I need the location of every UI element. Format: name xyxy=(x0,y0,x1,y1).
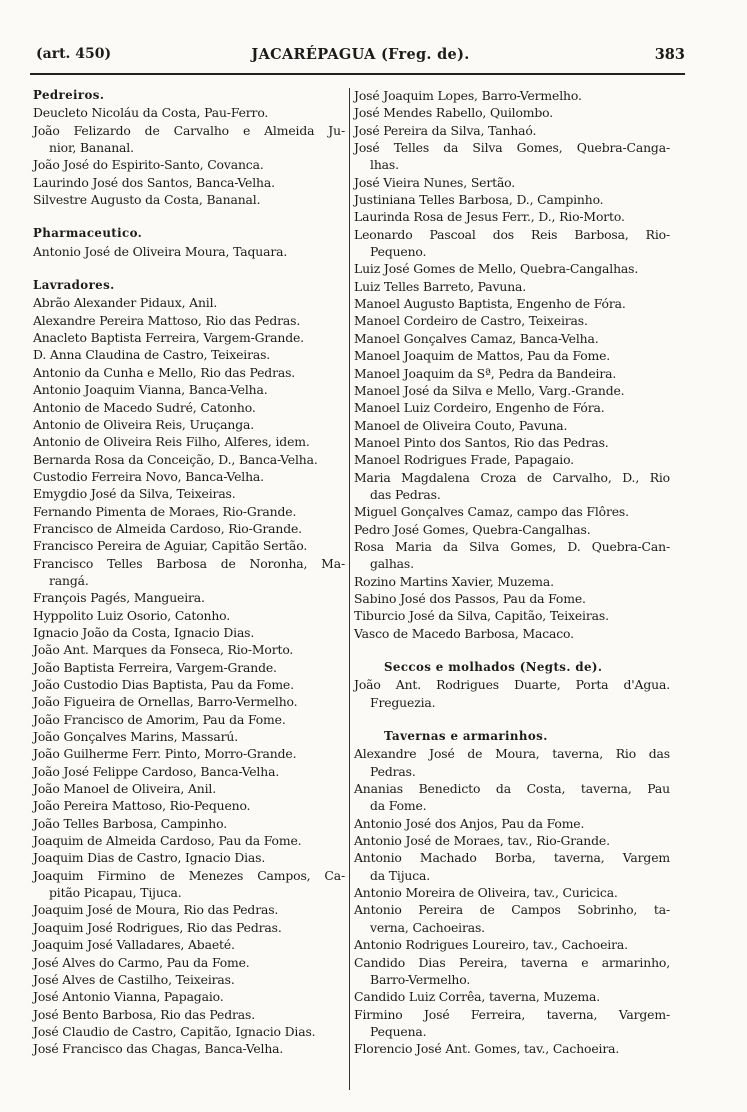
section-spacer xyxy=(354,642,670,659)
section-heading: Pedreiros. xyxy=(33,88,105,102)
entry-line: Manoel Joaquim da Sª, Pedra da Bandeira. xyxy=(354,365,617,381)
entry-line: João Francisco de Amorim, Pau da Fome. xyxy=(33,711,286,727)
entry-line: Manoel Cordeiro de Castro, Teixeiras. xyxy=(354,313,588,329)
entry-line: Manoel Augusto Baptista, Engenho de Fóra. xyxy=(354,296,626,312)
entry-line: Antonio José dos Anjos, Pau da Fome. xyxy=(354,815,585,831)
entry-line: Ananias Benedicto da Costa, taverna, Pau xyxy=(354,781,670,797)
entry-line: Joaquim Dias de Castro, Ignacio Dias. xyxy=(33,850,266,866)
entry-line: Francisco Pereira de Aguiar, Capitão Sertão. xyxy=(33,538,308,554)
entry-line: Laurinda Rosa de Jesus Ferr., D., Rio-Morto. xyxy=(354,209,625,225)
entry-line: João Ant. Rodrigues Duarte, Porta d'Agua. xyxy=(354,677,670,693)
entry-line: Antonio de Macedo Sudré, Catonho. xyxy=(33,399,256,415)
entry-line: João Custodio Dias Baptista, Pau da Fome. xyxy=(33,677,294,692)
entry-line: Manoel Joaquim de Mattos, Pau da Fome. xyxy=(354,348,611,364)
entry-line: Manoel José da Silva e Mello, Varg.-Grande. xyxy=(354,382,625,398)
entry-line: Vasco de Macedo Barbosa, Macaco. xyxy=(354,625,574,641)
entry-line: Francisco de Almeida Cardoso, Rio-Grande. xyxy=(33,520,302,536)
entry-continuation: verna, Cachoeiras. xyxy=(370,919,485,935)
entry-line: João José do Espirito-Santo, Covanca. xyxy=(33,157,264,173)
entry-line: Rozino Martins Xavier, Muzema. xyxy=(354,573,554,589)
entry-line: Luiz José Gomes de Mello, Quebra-Cangalhas. xyxy=(354,261,639,277)
entry-continuation: galhas. xyxy=(370,556,414,572)
entry-line: José Joaquim Lopes, Barro-Vermelho. xyxy=(354,88,582,103)
entry-line: João Gonçalves Marins, Massarú. xyxy=(33,729,239,745)
entry-line: D. Anna Claudina de Castro, Teixeiras. xyxy=(33,347,271,363)
entry-line: José Vieira Nunes, Sertão. xyxy=(354,174,516,190)
entry-line: José Bento Barbosa, Rio das Pedras. xyxy=(33,1006,255,1022)
page-title: JACARÉPAGUA (Freg. de). xyxy=(251,46,470,63)
entry-line: Fernando Pimenta de Moraes, Rio-Grande. xyxy=(33,503,297,519)
section-spacer xyxy=(33,260,345,277)
entry-line: Joaquim José Rodrigues, Rio das Pedras. xyxy=(33,919,282,935)
page-number: 383 xyxy=(654,46,685,63)
entry-line: Joaquim José de Moura, Rio das Pedras. xyxy=(33,902,279,918)
entry-line: João Guilherme Ferr. Pinto, Morro-Grande. xyxy=(33,746,297,762)
entry-line: Alexandre Pereira Mattoso, Rio das Pedras. xyxy=(33,312,301,328)
entry-line: Manoel Gonçalves Camaz, Banca-Velha. xyxy=(354,330,599,346)
entry-continuation: da Fome. xyxy=(370,798,427,814)
entry-line: Antonio Machado Borba, taverna, Vargem xyxy=(354,850,670,866)
right-column xyxy=(354,87,670,1058)
entry-continuation: Pequeno. xyxy=(370,244,427,260)
entry-line: José Alves de Castilho, Teixeiras. xyxy=(33,971,235,987)
entry-line: Joaquim Firmino de Menezes Campos, Ca- xyxy=(33,867,345,883)
entry-line: Manoel Luiz Cordeiro, Engenho de Fóra. xyxy=(354,400,605,416)
header-rule xyxy=(30,73,685,75)
entry-line: José Telles da Silva Gomes, Quebra-Canga- xyxy=(354,140,670,156)
entry-line: Antonio de Oliveira Reis Filho, Alferes, idem. xyxy=(33,434,310,450)
entry-line: Emygdio José da Silva, Teixeiras. xyxy=(33,486,236,502)
section-heading: Tavernas e armarinhos. xyxy=(384,729,548,744)
entry-line: Luiz Telles Barreto, Pavuna. xyxy=(354,278,527,294)
entry-line: Francisco Telles Barbosa de Noronha, Ma- xyxy=(33,555,345,571)
entry-line: Joaquim José Valladares, Abaeté. xyxy=(33,937,235,953)
entry-line: Antonio José de Oliveira Moura, Taquara. xyxy=(33,243,288,259)
entry-line: João Manoel de Oliveira, Anil. xyxy=(33,781,217,797)
section-heading: Lavradores. xyxy=(33,278,115,293)
entry-line: Sabino José dos Passos, Pau da Fome. xyxy=(354,590,586,606)
entry-continuation: Pequena. xyxy=(370,1023,427,1039)
section-spacer xyxy=(354,711,670,728)
entry-line: Deucleto Nicoláu da Costa, Pau-Ferro. xyxy=(33,105,269,121)
entry-continuation: lhas. xyxy=(370,157,399,173)
entry-continuation: rangá. xyxy=(49,572,89,588)
entry-line: Hyppolito Luiz Osorio, Catonho. xyxy=(33,607,231,623)
entry-line: Manoel Rodrigues Frade, Papagaio. xyxy=(354,452,574,468)
entry-line: João Felizardo de Carvalho e Almeida Ju- xyxy=(33,122,345,138)
page-header xyxy=(36,46,685,68)
section-heading: Pharmaceutico. xyxy=(33,226,143,241)
entry-line: Abrão Alexander Pidaux, Anil. xyxy=(33,295,218,311)
entry-line: Tiburcio José da Silva, Capitão, Teixeiras. xyxy=(354,608,609,624)
entry-line: Bernarda Rosa da Conceição, D., Banca-Velha. xyxy=(33,451,318,467)
entry-continuation: da Tijuca. xyxy=(370,867,431,883)
entry-continuation: Barro-Vermelho. xyxy=(370,971,471,987)
entry-line: Miguel Gonçalves Camaz, campo das Flôres. xyxy=(354,504,629,520)
entry-line: Joaquim de Almeida Cardoso, Pau da Fome. xyxy=(33,833,302,849)
entry-continuation: pitão Picapau, Tijuca. xyxy=(49,885,182,901)
entry-line: Justiniana Telles Barbosa, D., Campinho. xyxy=(354,192,604,208)
entry-line: João José Felippe Cardoso, Banca-Velha. xyxy=(33,763,280,779)
entry-line: Antonio Rodrigues Loureiro, tav., Cachoeira. xyxy=(354,937,628,953)
entry-line: João Baptista Ferreira, Vargem-Grande. xyxy=(33,659,277,675)
left-column xyxy=(33,87,345,1058)
section-spacer xyxy=(33,208,345,225)
entry-line: Florencio José Ant. Gomes, tav., Cachoeira. xyxy=(354,1041,620,1057)
entry-continuation: Freguezia. xyxy=(370,694,436,710)
entry-line: José Francisco das Chagas, Banca-Velha. xyxy=(33,1041,284,1057)
entry-line: José Pereira da Silva, Tanhaó. xyxy=(354,122,537,138)
entry-line: Manoel de Oliveira Couto, Pavuna. xyxy=(354,417,568,433)
entry-line: Pedro José Gomes, Quebra-Cangalhas. xyxy=(354,521,591,537)
entry-line: Candido Luiz Corrêa, taverna, Muzema. xyxy=(354,989,601,1005)
entry-line: Leonardo Pascoal dos Reis Barbosa, Rio- xyxy=(354,226,670,242)
entry-line: Candido Dias Pereira, taverna e armarinho, xyxy=(354,954,670,970)
entry-line: João Figueira de Ornellas, Barro-Vermelho. xyxy=(33,694,298,710)
entry-line: José Alves do Carmo, Pau da Fome. xyxy=(33,954,250,970)
entry-line: Silvestre Augusto da Costa, Bananal. xyxy=(33,192,261,208)
entry-continuation: Pedras. xyxy=(370,763,416,779)
entry-line: Antonio Moreira de Oliveira, tav., Curicica. xyxy=(354,885,618,901)
entry-line: Antonio José de Moraes, tav., Rio-Grande. xyxy=(354,833,610,849)
entry-continuation: das Pedras. xyxy=(370,486,441,502)
entry-line: Custodio Ferreira Novo, Banca-Velha. xyxy=(33,468,264,484)
column-divider xyxy=(349,88,350,1090)
entry-line: Ignacio João da Costa, Ignacio Dias. xyxy=(33,624,255,640)
entry-line: José Claudio de Castro, Capitão, Ignacio Dias. xyxy=(33,1023,316,1039)
entry-line: Antonio da Cunha e Mello, Rio das Pedras. xyxy=(33,364,296,380)
entry-line: João Telles Barbosa, Campinho. xyxy=(33,815,227,831)
entry-line: Maria Magdalena Croza de Carvalho, D., Rio xyxy=(354,469,670,485)
entry-line: Laurindo José dos Santos, Banca-Velha. xyxy=(33,174,275,190)
entry-line: Antonio Pereira de Campos Sobrinho, ta- xyxy=(354,902,670,918)
entry-line: Anacleto Baptista Ferreira, Vargem-Grande. xyxy=(33,330,304,346)
entry-line: François Pagés, Mangueira. xyxy=(33,590,205,606)
entry-line: Manoel Pinto dos Santos, Rio das Pedras. xyxy=(354,434,609,450)
entry-line: Alexandre José de Moura, taverna, Rio das xyxy=(354,746,670,762)
entry-line: José Mendes Rabello, Quilombo. xyxy=(354,105,554,121)
entry-line: José Antonio Vianna, Papagaio. xyxy=(33,989,224,1005)
entry-line: João Ant. Marques da Fonseca, Rio-Morto. xyxy=(33,642,294,658)
article-reference: (art. 450) xyxy=(36,46,112,62)
entry-line: Antonio Joaquim Vianna, Banca-Velha. xyxy=(33,382,268,398)
section-heading: Seccos e molhados (Negts. de). xyxy=(384,660,603,674)
entry-line: Firmino José Ferreira, taverna, Vargem- xyxy=(354,1006,670,1022)
entry-line: Rosa Maria da Silva Gomes, D. Quebra-Can- xyxy=(354,538,670,554)
entry-line: João Pereira Mattoso, Rio-Pequeno. xyxy=(33,798,251,814)
entry-line: Antonio de Oliveira Reis, Uruçanga. xyxy=(33,416,255,432)
entry-continuation: nior, Bananal. xyxy=(49,140,134,156)
